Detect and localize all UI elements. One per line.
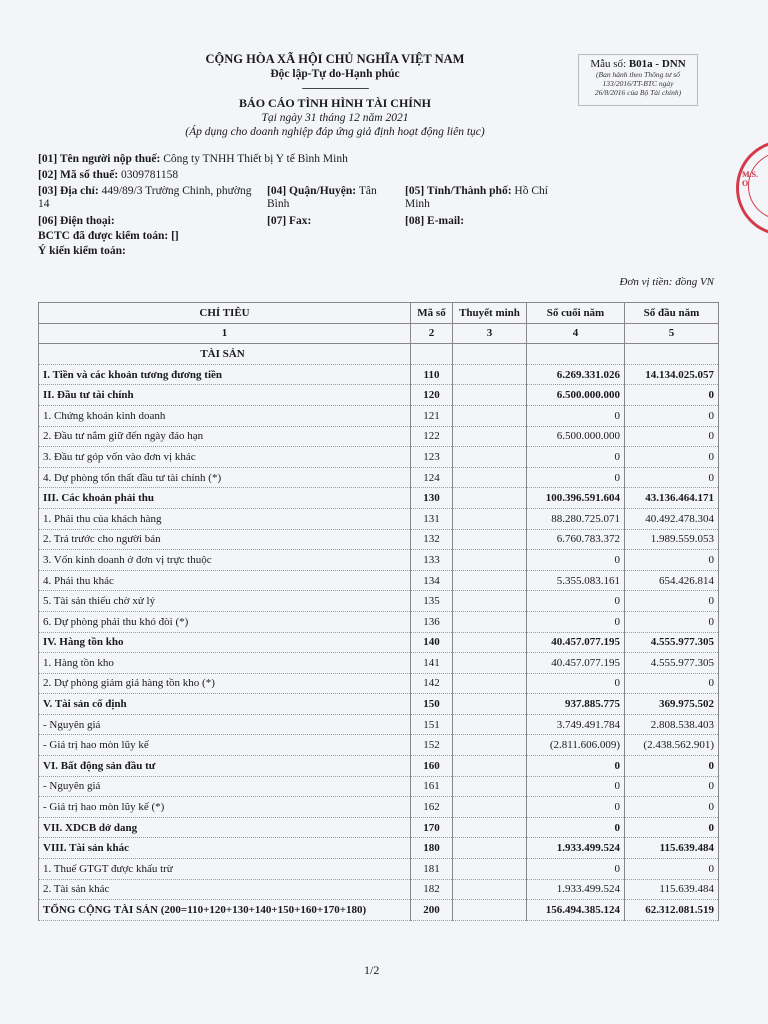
row-year-start: 0 <box>625 426 719 447</box>
row-code: 120 <box>411 385 453 406</box>
row-year-end: 0 <box>527 859 625 880</box>
row-year-start: 62.312.081.519 <box>625 900 719 921</box>
table-row <box>39 529 719 550</box>
row-year-end: 156.494.385.124 <box>527 900 625 921</box>
row-year-start: 14.134.025.057 <box>625 364 719 385</box>
row-note <box>453 447 527 468</box>
phone-label: [06] Điện thoại: <box>38 215 115 227</box>
row-code: 110 <box>411 364 453 385</box>
row-year-end: 1.933.499.524 <box>527 879 625 900</box>
table-row <box>39 447 719 468</box>
row-note <box>453 735 527 756</box>
row-code: 162 <box>411 797 453 818</box>
row-note <box>453 694 527 715</box>
row-indicator: - Nguyên giá <box>39 776 411 797</box>
row-indicator: 2. Trả trước cho người bán <box>39 529 411 550</box>
row-year-end: 6.500.000.000 <box>527 385 625 406</box>
row-indicator: 1. Chứng khoán kinh doanh <box>39 405 411 426</box>
row-code: 123 <box>411 447 453 468</box>
district-field <box>267 185 405 211</box>
row-note <box>453 344 527 365</box>
row-year-start: 0 <box>625 467 719 488</box>
row-year-end: 0 <box>527 447 625 468</box>
email-field <box>405 215 464 228</box>
district-value: Tân <box>358 185 377 197</box>
row-year-end: 0 <box>527 550 625 571</box>
row-note <box>453 797 527 818</box>
row-year-start: 0 <box>625 611 719 632</box>
row-year-end: 40.457.077.195 <box>527 653 625 674</box>
row-code: 136 <box>411 611 453 632</box>
row-year-start: 0 <box>625 673 719 694</box>
province-label: [05] Tỉnh/Thành phố: <box>405 185 512 197</box>
row-indicator: - Giá trị hao mòn lũy kế <box>39 735 411 756</box>
taxpayer-name-label: [01] Tên người nộp thuế: <box>38 153 161 165</box>
col-number-5: 5 <box>625 323 719 344</box>
row-year-start: 4.555.977.305 <box>625 632 719 653</box>
address-field <box>38 185 266 211</box>
row-note <box>453 364 527 385</box>
row-year-start: 0 <box>625 756 719 777</box>
row-code <box>411 344 453 365</box>
row-note <box>453 426 527 447</box>
header-year-end: Số cuối năm <box>527 303 625 324</box>
col-number-1: 1 <box>39 323 411 344</box>
form-note-2: 133/2016/TT-BTC ngày <box>602 79 674 88</box>
taxpayer-name-value: Công ty TNHH Thiết bị Y tế Bình Minh <box>163 153 348 165</box>
table-header-row <box>39 303 719 324</box>
address-label: [03] Địa chỉ: <box>38 185 99 197</box>
table-row <box>39 426 719 447</box>
row-code: 170 <box>411 817 453 838</box>
row-year-end: 0 <box>527 756 625 777</box>
row-code: 134 <box>411 570 453 591</box>
table-row <box>39 797 719 818</box>
row-code: 140 <box>411 632 453 653</box>
row-year-start: 0 <box>625 385 719 406</box>
row-year-end: 88.280.725.071 <box>527 508 625 529</box>
row-note <box>453 570 527 591</box>
table-row <box>39 385 719 406</box>
row-indicator: I. Tiền và các khoản tương đương tiền <box>39 364 411 385</box>
row-year-start: 0 <box>625 550 719 571</box>
row-year-start: 2.808.538.403 <box>625 714 719 735</box>
row-code: 142 <box>411 673 453 694</box>
row-indicator: 4. Dự phòng tổn thất đầu tư tài chính (*) <box>39 467 411 488</box>
row-year-end: 1.933.499.524 <box>527 838 625 859</box>
row-indicator: TỔNG CỘNG TÀI SẢN (200=110+120+130+140+150+160+170+180) <box>39 900 411 921</box>
row-year-start: 115.639.484 <box>625 838 719 859</box>
row-year-end: 0 <box>527 776 625 797</box>
row-year-start: 0 <box>625 776 719 797</box>
table-row <box>39 673 719 694</box>
page-number: 1/2 <box>364 963 380 977</box>
audited-label: BCTC đã được kiểm toán: [] <box>38 230 179 242</box>
row-code: 182 <box>411 879 453 900</box>
row-year-start: 40.492.478.304 <box>625 508 719 529</box>
row-indicator: VI. Bất động sản đầu tư <box>39 756 411 777</box>
row-note <box>453 653 527 674</box>
col-number-3: 3 <box>453 323 527 344</box>
row-note <box>453 632 527 653</box>
motto: Độc lập-Tự do-Hạnh phúc <box>270 68 400 80</box>
row-year-start: 0 <box>625 859 719 880</box>
row-year-end <box>527 344 625 365</box>
row-indicator: 1. Hàng tồn kho <box>39 653 411 674</box>
balance-sheet-table <box>38 302 719 921</box>
tax-code-label: [02] Mã số thuế: <box>38 169 119 181</box>
row-year-end: 5.355.083.161 <box>527 570 625 591</box>
row-code: 161 <box>411 776 453 797</box>
fax-field <box>267 215 311 228</box>
row-code: 132 <box>411 529 453 550</box>
table-body <box>39 344 719 921</box>
tax-code-value: 0309781158 <box>121 169 179 181</box>
table-row <box>39 632 719 653</box>
row-indicator: 1. Phải thu của khách hàng <box>39 508 411 529</box>
row-note <box>453 859 527 880</box>
row-note <box>453 488 527 509</box>
header-year-start: Số đầu năm <box>625 303 719 324</box>
row-year-end: 3.749.491.784 <box>527 714 625 735</box>
row-year-start: 654.426.814 <box>625 570 719 591</box>
row-year-end: (2.811.606.009) <box>527 735 625 756</box>
row-year-start: (2.438.562.901) <box>625 735 719 756</box>
row-year-end: 0 <box>527 797 625 818</box>
row-year-end: 0 <box>527 817 625 838</box>
row-indicator: 4. Phải thu khác <box>39 570 411 591</box>
row-year-start: 0 <box>625 817 719 838</box>
district-label: [04] Quận/Huyện: <box>267 185 357 197</box>
row-note <box>453 714 527 735</box>
table-row <box>39 611 719 632</box>
row-year-start: 115.639.484 <box>625 879 719 900</box>
district-value-line2: Bình <box>267 198 290 210</box>
row-indicator: 2. Tài sản khác <box>39 879 411 900</box>
row-year-start: 0 <box>625 591 719 612</box>
row-note <box>453 673 527 694</box>
row-year-start <box>625 344 719 365</box>
audit-opinion-field <box>38 245 126 258</box>
row-year-start: 0 <box>625 405 719 426</box>
row-indicator: - Nguyên giá <box>39 714 411 735</box>
address-value: 449/89/3 Trường Chinh, phường <box>101 185 252 197</box>
table-row <box>39 694 719 715</box>
email-label: [08] E-mail: <box>405 215 465 227</box>
row-note <box>453 529 527 550</box>
table-row <box>39 508 719 529</box>
table-row <box>39 900 719 921</box>
table-row <box>39 817 719 838</box>
row-year-end: 6.269.331.026 <box>527 364 625 385</box>
row-indicator: VII. XDCB dở dang <box>39 817 411 838</box>
separator-line: ------------------------- <box>301 82 369 94</box>
row-note <box>453 611 527 632</box>
form-note-1: (Ban hành theo Thông tư số <box>596 70 680 79</box>
row-year-end: 937.885.775 <box>527 694 625 715</box>
taxpayer-name-row <box>38 153 348 166</box>
row-code: 200 <box>411 900 453 921</box>
row-year-start: 4.555.977.305 <box>625 653 719 674</box>
row-code: 130 <box>411 488 453 509</box>
currency-unit: Đơn vị tiền: đồng VN <box>619 276 714 288</box>
row-indicator: V. Tài sản cố định <box>39 694 411 715</box>
row-year-start: 43.136.464.171 <box>625 488 719 509</box>
row-note <box>453 467 527 488</box>
row-indicator: - Giá trị hao mòn lũy kế (*) <box>39 797 411 818</box>
row-year-end: 0 <box>527 611 625 632</box>
row-code: 135 <box>411 591 453 612</box>
row-year-start: 0 <box>625 447 719 468</box>
row-indicator: TÀI SẢN <box>39 344 411 365</box>
row-indicator: VIII. Tài sản khác <box>39 838 411 859</box>
row-indicator: II. Đầu tư tài chính <box>39 385 411 406</box>
row-indicator: 6. Dự phòng phải thu khó đòi (*) <box>39 611 411 632</box>
form-note-3: 26/8/2016 của Bộ Tài chính) <box>594 88 682 97</box>
row-code: 151 <box>411 714 453 735</box>
fax-label: [07] Fax: <box>267 215 312 227</box>
province-field <box>405 185 605 211</box>
phone-field <box>38 215 115 228</box>
row-indicator: 5. Tài sản thiếu chờ xử lý <box>39 591 411 612</box>
row-year-end: 100.396.591.604 <box>527 488 625 509</box>
row-indicator: 3. Vốn kinh doanh ở đơn vị trực thuộc <box>39 550 411 571</box>
table-row <box>39 653 719 674</box>
row-year-end: 0 <box>527 467 625 488</box>
row-year-start: 369.975.502 <box>625 694 719 715</box>
row-note <box>453 550 527 571</box>
row-note <box>453 385 527 406</box>
table-row <box>39 344 719 365</box>
address-value-line2: 14 <box>38 198 50 210</box>
row-year-start: 0 <box>625 797 719 818</box>
header-note: Thuyết minh <box>453 303 527 324</box>
table-row <box>39 756 719 777</box>
row-indicator: 1. Thuế GTGT được khấu trừ <box>39 859 411 880</box>
row-code: 180 <box>411 838 453 859</box>
table-row <box>39 714 719 735</box>
table-row <box>39 838 719 859</box>
row-note <box>453 838 527 859</box>
row-year-end: 0 <box>527 673 625 694</box>
row-code: 150 <box>411 694 453 715</box>
row-code: 121 <box>411 405 453 426</box>
row-indicator: 3. Đầu tư góp vốn vào đơn vị khác <box>39 447 411 468</box>
row-year-end: 40.457.077.195 <box>527 632 625 653</box>
row-code: 131 <box>411 508 453 529</box>
row-note <box>453 900 527 921</box>
province-value-line2: Minh <box>405 198 430 210</box>
row-indicator: IV. Hàng tồn kho <box>39 632 411 653</box>
form-code: B01a - DNN <box>628 58 686 70</box>
row-year-end: 0 <box>527 591 625 612</box>
table-row <box>39 405 719 426</box>
row-note <box>453 591 527 612</box>
table-row <box>39 879 719 900</box>
table-row <box>39 570 719 591</box>
row-year-start: 1.989.559.053 <box>625 529 719 550</box>
row-year-end: 0 <box>527 405 625 426</box>
row-code: 133 <box>411 550 453 571</box>
report-title: BÁO CÁO TÌNH HÌNH TÀI CHÍNH <box>239 96 431 110</box>
row-note <box>453 776 527 797</box>
row-note <box>453 405 527 426</box>
table-row <box>39 364 719 385</box>
form-code-label: Mẫu số: <box>590 58 627 70</box>
header-code: Mã số <box>411 303 453 324</box>
row-note <box>453 756 527 777</box>
table-row <box>39 859 719 880</box>
row-note <box>453 817 527 838</box>
row-note <box>453 879 527 900</box>
row-code: 160 <box>411 756 453 777</box>
row-year-end: 6.500.000.000 <box>527 426 625 447</box>
table-row <box>39 591 719 612</box>
province-value: Hồ Chí <box>514 185 548 197</box>
table-row <box>39 735 719 756</box>
form-code-box <box>578 54 698 106</box>
table-row <box>39 488 719 509</box>
row-code: 141 <box>411 653 453 674</box>
company-stamp-text: M.S.O <box>742 170 758 188</box>
row-indicator: 2. Đầu tư nắm giữ đến ngày đáo hạn <box>39 426 411 447</box>
row-year-end: 6.760.783.372 <box>527 529 625 550</box>
table-row <box>39 550 719 571</box>
column-number-row <box>39 323 719 344</box>
header-indicator: CHỈ TIÊU <box>39 303 411 324</box>
report-scope: (Áp dụng cho doanh nghiệp đáp ứng giả định hoạt động liên tục) <box>185 126 485 138</box>
row-code: 124 <box>411 467 453 488</box>
report-date: Tại ngày 31 tháng 12 năm 2021 <box>261 112 409 124</box>
audited-field <box>38 230 179 243</box>
row-code: 152 <box>411 735 453 756</box>
col-number-2: 2 <box>411 323 453 344</box>
republic-title: CỘNG HÒA XÃ HỘI CHỦ NGHĨA VIỆT NAM <box>205 52 465 66</box>
table-row <box>39 467 719 488</box>
row-indicator: III. Các khoản phải thu <box>39 488 411 509</box>
tax-code-row <box>38 169 178 182</box>
col-number-4: 4 <box>527 323 625 344</box>
audit-opinion-label: Ý kiến kiểm toán: <box>38 245 126 257</box>
table-row <box>39 776 719 797</box>
row-code: 122 <box>411 426 453 447</box>
row-indicator: 2. Dự phòng giảm giá hàng tồn kho (*) <box>39 673 411 694</box>
row-note <box>453 508 527 529</box>
row-code: 181 <box>411 859 453 880</box>
